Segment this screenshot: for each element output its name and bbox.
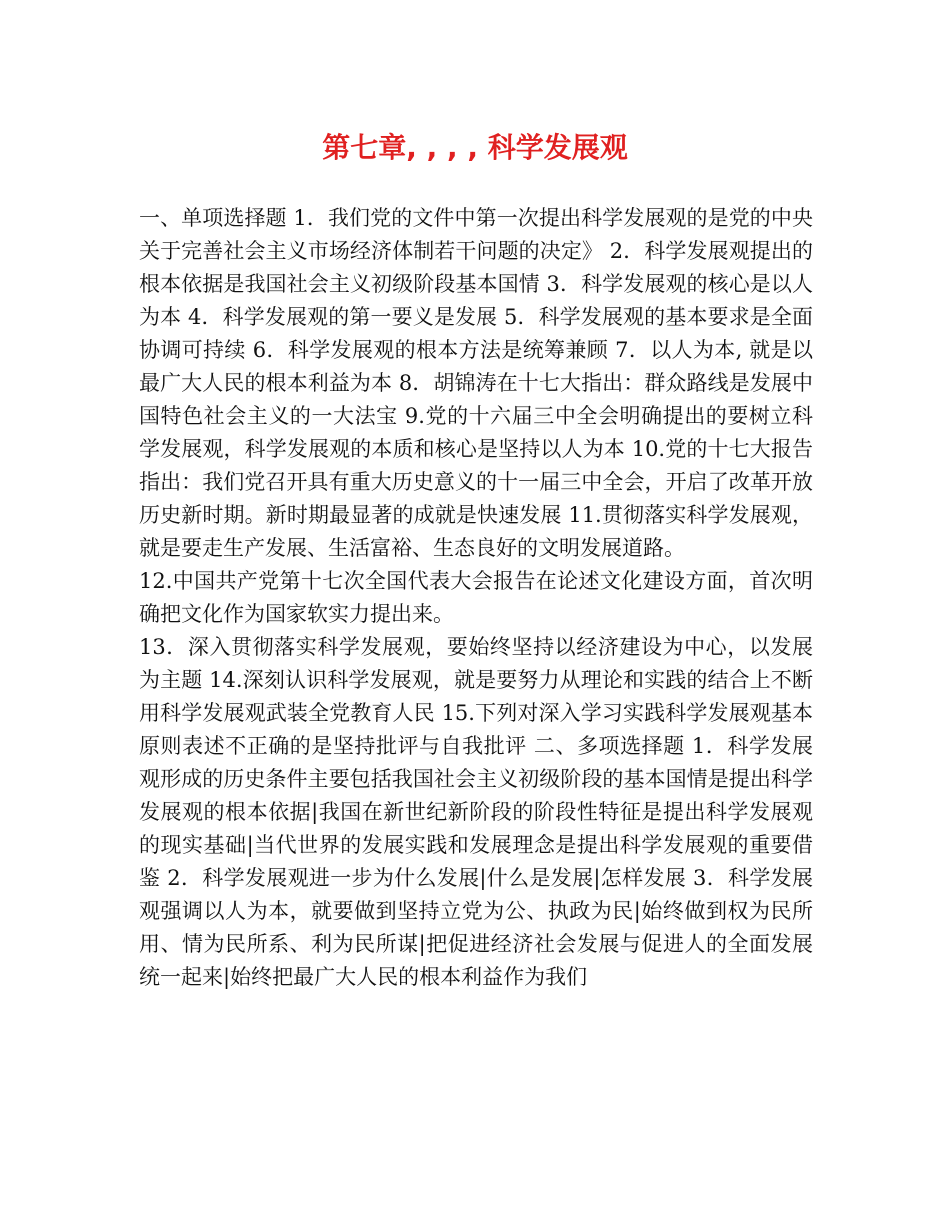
document-body <box>139 202 813 994</box>
document-title: 第七章, , , , 科学发展观 <box>322 131 628 164</box>
paragraph-1: 一、单项选择题 1．我们党的文件中第一次提出科学发展观的是党的中央关于完善社会主义市场经济体制若干问题的决定》 2．科学发展观提出的根本依据是我国社会主义初级阶段基本国情 3．科学发展观的核心是以人为本 4．科学发展观的第一要义是发展 5．科学发展观的基本要求是全面协调可持续 6．科学发展观的根本方法是统筹兼顾 7．以人为本, 就是以最广大人民的根本利益为本 8．胡锦涛在十七大指出：群众路线是发展中国特色社会主义的一大法宝 9.党的十六届三中全会明确提出的要树立科学发展观，科学发展观的本质和核心是坚持以人为本 10.党的十七大报告指出：我们党召开具有重大历史意义的十一届三中全会，开启了改革开放历史新时期。新时期最显著的成就是快速发展 11.贯彻落实科学发展观，就是要走生产发展、生活富裕、生态良好的文明发展道路。 <box>139 206 813 560</box>
paragraph-2: 12.中国共产党第十七次全国代表大会报告在论述文化建设方面，首次明确把文化作为国家软实力提出来。 <box>139 569 813 626</box>
paragraph-3: 13．深入贯彻落实科学发展观，要始终坚持以经济建设为中心，以发展为主题 14.深刻认识科学发展观，就是要努力从理论和实践的结合上不断用科学发展观武装全党教育人民 15.下列对深入学习实践科学发展观基本原则表述不正确的是坚持批评与自我批评 二、多项选择题 1．科学发展观形成的历史条件主要包括我国社会主义初级阶段的基本国情是提出科学发展观的根本依据|我国在新世纪新阶段的阶段性特征是提出科学发展观的现实基础|当代世界的发展实践和发展理念是提出科学发展观的重要借鉴 2．科学发展观进一步为什么发展|什么是发展|怎样发展 3．科学发展观强调以人为本，就要做到坚持立党为公、执政为民|始终做到权为民所用、情为民所系、利为民所谋|把促进经济社会发展与促进人的全面发展统一起来|始终把最广大人民的根本利益作为我们 <box>139 635 813 989</box>
